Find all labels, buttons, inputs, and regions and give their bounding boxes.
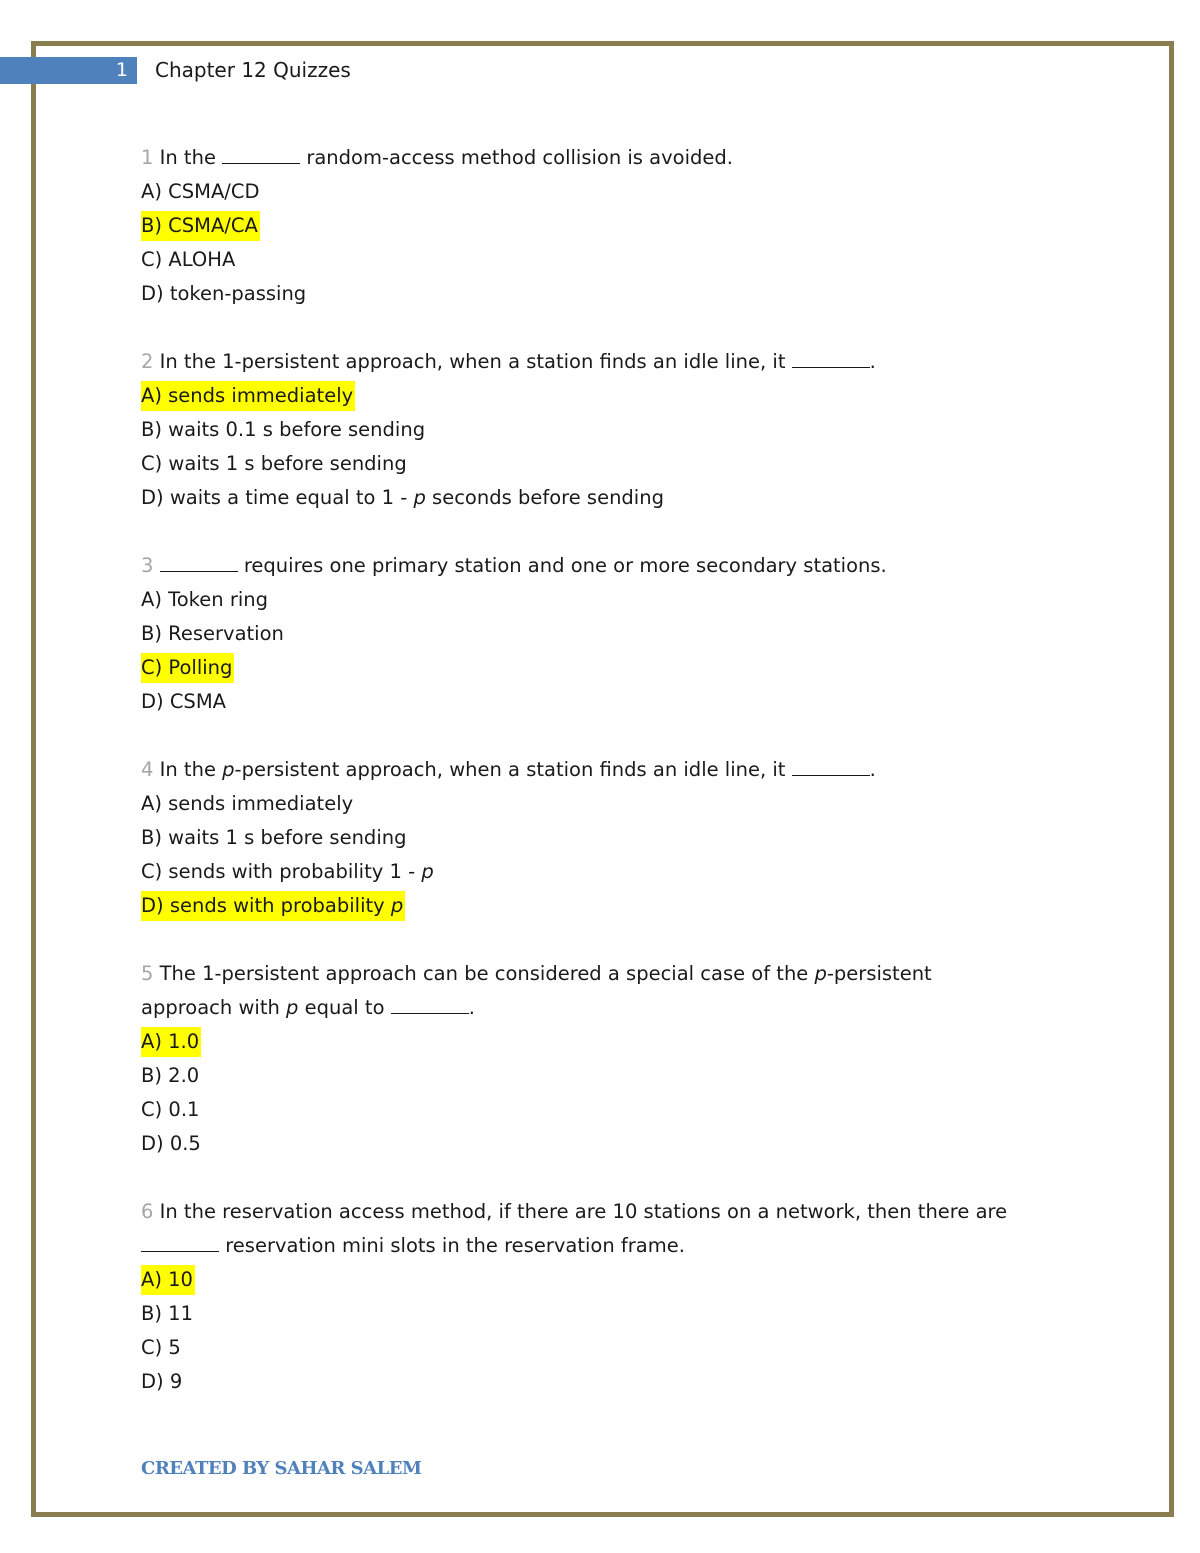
stem-text: . <box>468 996 475 1019</box>
option-label: D) token-passing <box>141 282 307 305</box>
question-list <box>141 141 1041 1433</box>
question-number: 5 <box>141 962 154 985</box>
option-b-correct <box>141 209 1041 243</box>
question-number: 1 <box>141 146 154 169</box>
variable-p: p <box>814 962 827 985</box>
question-stem <box>141 753 1041 787</box>
question-stem <box>141 141 1041 175</box>
option-label: B) 2.0 <box>141 1064 200 1087</box>
answer-blank <box>141 1233 219 1252</box>
option-c <box>141 855 1041 889</box>
option-label: A) CSMA/CD <box>141 180 260 203</box>
question-stem <box>141 957 1041 991</box>
option-label: D) sends with probability <box>141 894 391 917</box>
option-label: C) sends with probability 1 - <box>141 860 422 883</box>
option-a <box>141 787 1041 821</box>
footer-credit: CREATED BY SAHAR SALEM <box>141 1458 422 1479</box>
question-number: 3 <box>141 554 154 577</box>
stem-text: In the reservation access method, if there are 10 stations on a network, then there are <box>159 1200 1008 1223</box>
option-label: D) CSMA <box>141 690 226 713</box>
question-number: 4 <box>141 758 154 781</box>
option-label: C) 5 <box>141 1336 181 1359</box>
stem-text: In the 1-persistent approach, when a station finds an idle line, it <box>159 350 792 373</box>
option-label: C) ALOHA <box>141 248 236 271</box>
option-label: C) waits 1 s before sending <box>141 452 407 475</box>
question-1 <box>141 141 1041 311</box>
page-number: 1 <box>115 59 128 81</box>
answer-blank <box>792 349 870 368</box>
stem-text: In the <box>159 146 223 169</box>
question-stem-continued <box>141 991 1041 1025</box>
option-d <box>141 277 1041 311</box>
option-label: A) sends immediately <box>141 792 354 815</box>
answer-blank <box>160 553 238 572</box>
question-4 <box>141 753 1041 923</box>
question-6 <box>141 1195 1041 1399</box>
option-label: B) waits 0.1 s before sending <box>141 418 426 441</box>
option-label-highlighted: A) sends immediately <box>141 381 355 411</box>
answer-blank <box>391 995 469 1014</box>
question-stem <box>141 549 1041 583</box>
question-stem-continued <box>141 1229 1041 1263</box>
chapter-title: Chapter 12 Quizzes <box>155 58 351 82</box>
option-d <box>141 1127 1041 1161</box>
option-label: D) waits a time equal to 1 - <box>141 486 414 509</box>
option-b <box>141 821 1041 855</box>
option-label: D) 0.5 <box>141 1132 201 1155</box>
option-label-highlighted: A) 10 <box>141 1265 195 1295</box>
option-label: seconds before sending <box>425 486 664 509</box>
option-label: A) Token ring <box>141 588 268 611</box>
stem-text: requires one primary station and one or more secondary stations. <box>237 554 887 577</box>
option-label-highlighted: A) 1.0 <box>141 1027 201 1057</box>
option-b <box>141 1297 1041 1331</box>
question-stem <box>141 345 1041 379</box>
option-label-highlighted <box>141 891 405 921</box>
option-c-correct <box>141 651 1041 685</box>
option-label: B) waits 1 s before sending <box>141 826 407 849</box>
variable-p: p <box>421 860 434 883</box>
option-label: B) 11 <box>141 1302 193 1325</box>
option-b <box>141 617 1041 651</box>
question-number: 2 <box>141 350 154 373</box>
option-a-correct <box>141 1025 1041 1059</box>
option-b <box>141 413 1041 447</box>
option-c <box>141 1093 1041 1127</box>
option-label-highlighted: B) CSMA/CA <box>141 211 260 241</box>
question-stem <box>141 1195 1041 1229</box>
option-d <box>141 481 1041 515</box>
option-c <box>141 243 1041 277</box>
stem-text: . <box>869 758 876 781</box>
option-b <box>141 1059 1041 1093</box>
stem-text: random-access method collision is avoided. <box>300 146 733 169</box>
stem-text: The 1-persistent approach can be considered a special case of the <box>159 962 815 985</box>
stem-text: . <box>869 350 876 373</box>
variable-p: p <box>286 996 299 1019</box>
variable-p: p <box>390 894 404 917</box>
variable-p: p <box>413 486 426 509</box>
answer-blank <box>222 145 300 164</box>
option-label-highlighted: C) Polling <box>141 653 234 683</box>
question-5 <box>141 957 1041 1161</box>
option-d <box>141 1365 1041 1399</box>
option-a-correct <box>141 1263 1041 1297</box>
option-a <box>141 583 1041 617</box>
stem-text: approach with <box>141 996 287 1019</box>
answer-blank <box>792 757 870 776</box>
stem-text: In the <box>159 758 223 781</box>
stem-text: reservation mini slots in the reservation frame. <box>219 1234 685 1257</box>
question-number: 6 <box>141 1200 154 1223</box>
option-a <box>141 175 1041 209</box>
option-c <box>141 1331 1041 1365</box>
question-3 <box>141 549 1041 719</box>
option-a-correct <box>141 379 1041 413</box>
stem-text: -persistent approach, when a station finds an idle line, it <box>234 758 792 781</box>
question-2 <box>141 345 1041 515</box>
option-label: C) 0.1 <box>141 1098 200 1121</box>
option-d <box>141 685 1041 719</box>
stem-text: equal to <box>298 996 391 1019</box>
option-d-correct <box>141 889 1041 923</box>
option-label: B) Reservation <box>141 622 284 645</box>
stem-text: -persistent <box>826 962 932 985</box>
option-c <box>141 447 1041 481</box>
option-label: D) 9 <box>141 1370 183 1393</box>
variable-p: p <box>222 758 235 781</box>
